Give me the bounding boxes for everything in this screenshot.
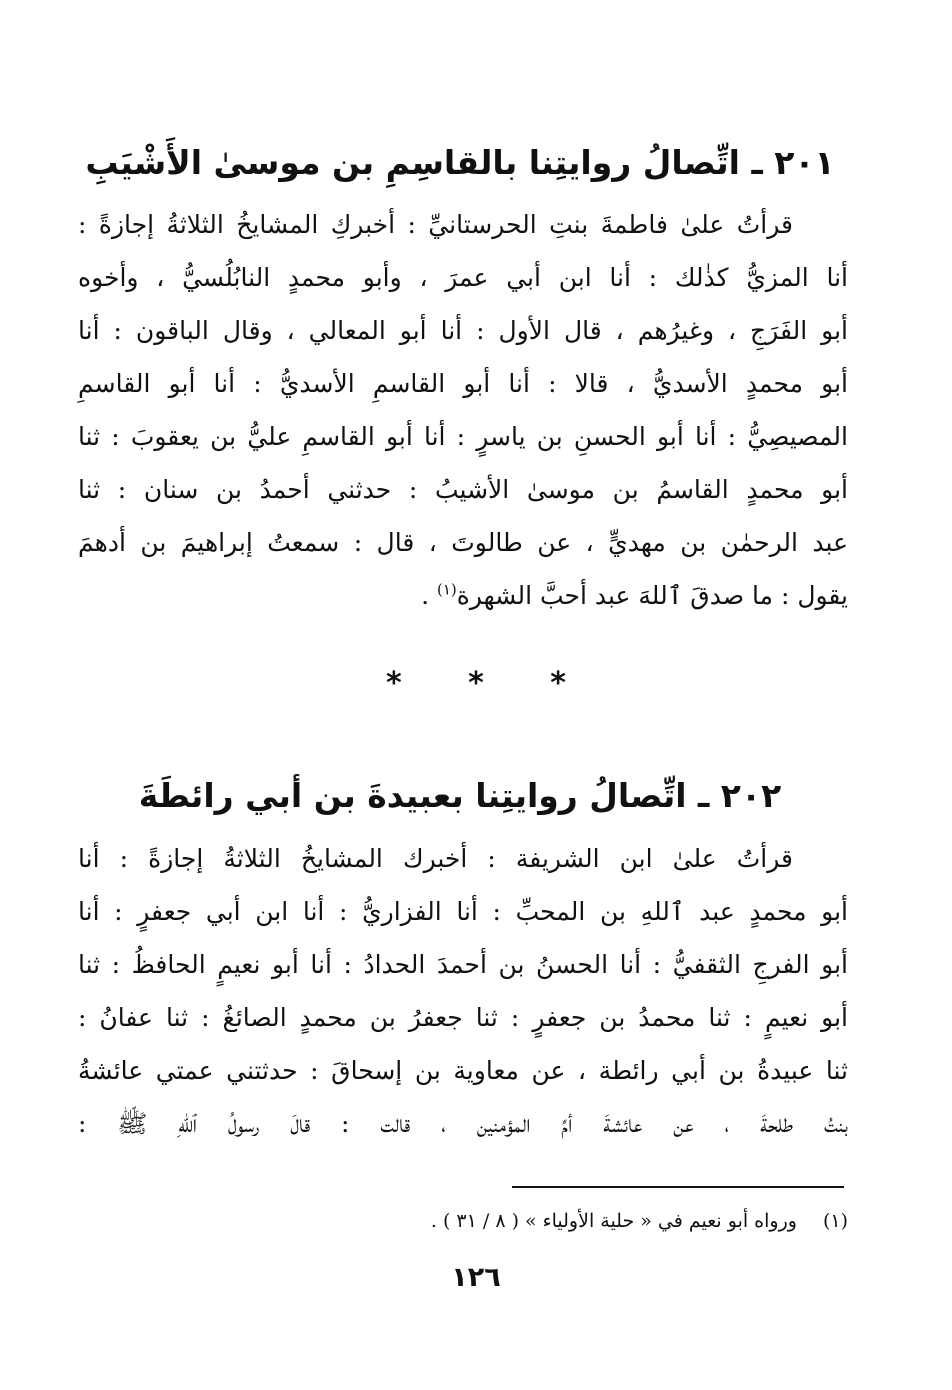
text-line: قرأتُ علىٰ فاطمةَ بنتِ الحرستانيِّ : أخبركِ المشايخُ الثلاثةُ إجازةً : <box>78 210 793 239</box>
footnote-text: ورواه أبو نعيم في « حلية الأولياء » ( ٨ / ٣١ ) . <box>430 1210 797 1232</box>
text-line: أبو الفَرَجِ ، وغيرُهم ، قال الأول : أنا أبو المعالي ، وقال الباقون : أنا <box>78 316 848 345</box>
footnote-divider <box>512 1186 844 1188</box>
page-number: ١٢٦ <box>451 1262 501 1293</box>
text-line: أبو محمدٍ القاسمُ بن موسىٰ الأشيبُ : حدثني أحمدُ بن سنان : ثنا <box>78 475 848 504</box>
text-line: أنا المزيُّ كذٰلك : أنا ابن أبي عمرَ ، وأبو محمدٍ النابُلُسيُّ ، وأخوه <box>78 263 848 292</box>
section-201-body <box>78 198 848 622</box>
text-line: بنتُ طلحةَ ، عن عائشةَ أمِّ المؤمنين ، قالت : قالَ رسولُ ٱللهِ ﷺ : <box>78 1109 848 1138</box>
footnote-number: (١) <box>822 1210 848 1232</box>
text-line: أبو محمدٍ الأسديُّ ، قالا : أنا أبو القاسمِ الأسديُّ : أنا أبو القاسمِ <box>78 369 848 398</box>
footnote-reference: (١) <box>436 580 457 599</box>
text-line: عبد الرحمٰن بن مهديٍّ ، عن طالوتَ ، قال : سمعتُ إبراهيمَ بن أدهمَ <box>78 528 848 557</box>
text-line: أبو محمدٍ عبد ٱللهِ بن المحبِّ : أنا الفزاريُّ : أنا ابن أبي جعفرٍ : أنا <box>78 897 848 926</box>
text-line-last <box>78 569 848 622</box>
section-202-heading: ٢٠٢ ـ اتِّصالُ روايتِنا بعبيدةَ بن أبي رائطَةَ <box>138 776 782 816</box>
text-line-content: يقول : ما صدقَ ٱللهَ عبد أحبَّ الشهرة <box>456 581 848 610</box>
section-202-body <box>78 832 848 1150</box>
text-line: ثنا عبيدةُ بن أبي رائطة ، عن معاوية بن إسحاقَ : حدثتني عمتي عائشةُ <box>78 1056 848 1085</box>
text-line: أبو نعيمٍ : ثنا محمدُ بن جعفرٍ : ثنا جعفرُ بن محمدٍ الصائغُ : ثنا عفانُ : <box>78 1003 848 1032</box>
line-end-punctuation: . <box>421 581 437 610</box>
section-201-heading: ٢٠١ ـ اتِّصالُ روايتِنا بالقاسِمِ بن موسىٰ الأَشْيَبِ <box>85 143 835 183</box>
text-line: المصيصِيُّ : أنا أبو الحسنِ بن ياسرٍ : أنا أبو القاسمِ عليُّ بن يعقوبَ : ثنا <box>78 422 848 451</box>
text-line: أبو الفرجِ الثقفيُّ : أنا الحسنُ بن أحمدَ الحدادُ : أنا أبو نعيمٍ الحافظُ : ثنا <box>78 950 848 979</box>
section-separator: * * * <box>386 666 594 701</box>
text-line: قرأتُ علىٰ ابن الشريفة : أخبرك المشايخُ الثلاثةُ إجازةً : أنا <box>78 844 793 873</box>
footnote <box>300 1204 848 1238</box>
